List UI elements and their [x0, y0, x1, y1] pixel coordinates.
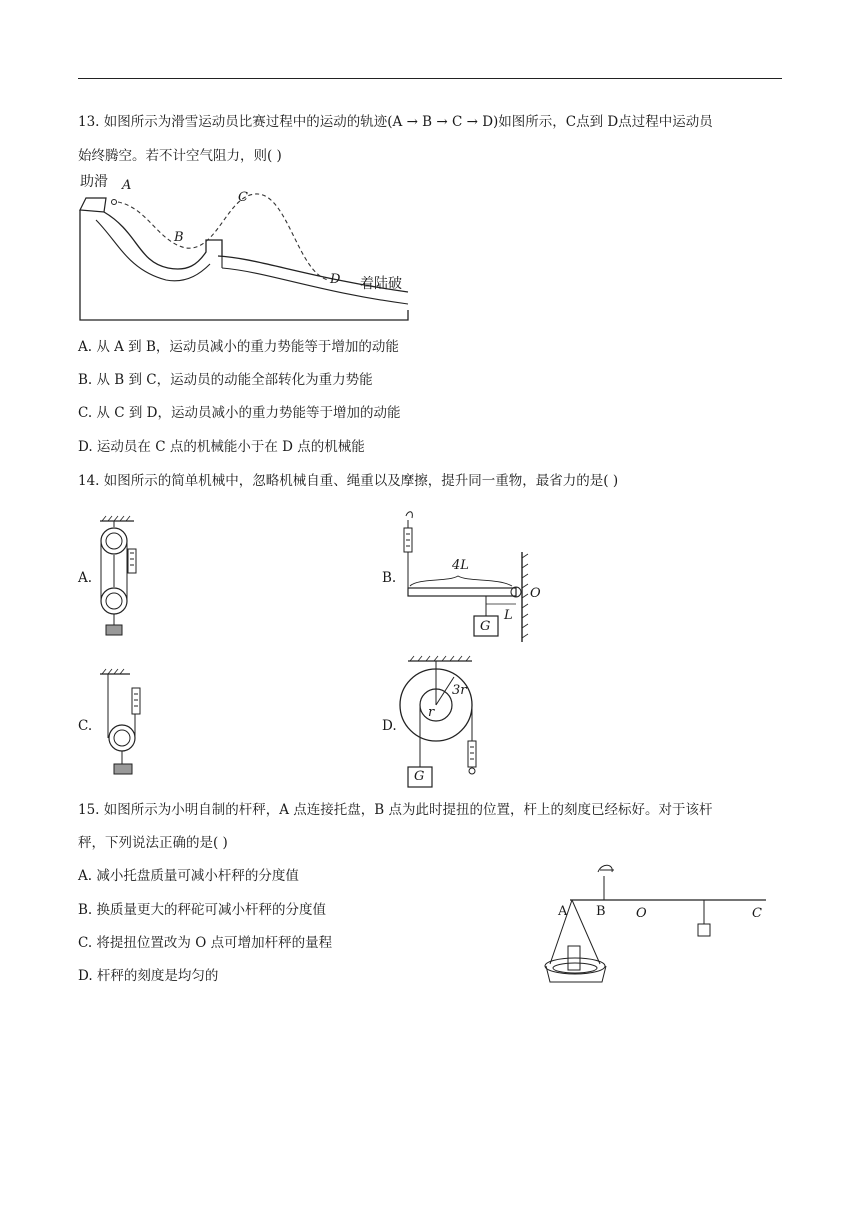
q13-option-b: B. 从 B 到 C，运动员的动能全部转化为重力势能 — [78, 372, 373, 388]
q15-option-a: A. 减小托盘质量可减小杆秤的分度值 — [78, 868, 299, 884]
q15-stem-line2: 秤，下列说法正确的是( ) — [78, 835, 228, 851]
q15-steelyard-figure — [542, 858, 774, 990]
q14-figure-d-wheel-axle — [398, 655, 488, 790]
q13-stem-line2: 始终腾空。若不计空气阻力，则( ) — [78, 148, 282, 164]
point-c-label: C — [238, 190, 248, 205]
q14-choice-a-label: A. — [78, 570, 93, 586]
steelyard-point-c: C — [752, 906, 762, 921]
q15-option-d: D. 杆秤的刻度是均匀的 — [78, 968, 219, 984]
q14-figure-c-movable-pulley — [96, 666, 156, 781]
wheel-weight-label: G — [414, 769, 425, 784]
steelyard-point-b: B — [596, 904, 606, 919]
header-rule — [78, 78, 782, 79]
q13-option-a: A. 从 A 到 B，运动员减小的重力势能等于增加的动能 — [78, 339, 399, 355]
wheel-inner-radius-label: r — [428, 705, 435, 720]
q14-choice-b-label: B. — [382, 570, 397, 586]
q14-choice-c-label: C. — [78, 718, 93, 734]
steelyard-point-a: A — [558, 904, 568, 919]
q15-stem-line1: 15. 如图所示为小明自制的杆秤，A 点连接托盘，B 点为此时提扭的位置，杆上的刻度已经标好。对于该杆 — [78, 802, 713, 818]
q13-option-c: C. 从 C 到 D，运动员减小的重力势能等于增加的动能 — [78, 405, 401, 421]
q14-choice-d-label: D. — [382, 718, 397, 734]
point-b-label: B — [174, 230, 184, 245]
q14-figure-b-lever — [398, 508, 548, 648]
point-a-label: A — [122, 178, 132, 193]
q13-option-d: D. 运动员在 C 点的机械能小于在 D 点的机械能 — [78, 439, 365, 455]
q13-stem-line1: 13. 如图所示为滑雪运动员比赛过程中的运动的轨迹(A → B → C → D)如图所示，C点到 D点过程中运动员 — [78, 114, 713, 130]
lever-arm-label: L — [504, 608, 513, 623]
q15-option-c: C. 将提扭位置改为 O 点可增加杆秤的量程 — [78, 935, 333, 951]
lever-length-label: 4L — [452, 558, 469, 573]
q13-ski-track-figure — [78, 172, 418, 327]
label-landing-zone: 着陆破 — [360, 276, 402, 292]
steelyard-point-o: O — [636, 906, 647, 921]
wheel-outer-radius-label: 3r — [452, 683, 467, 698]
lever-pivot-label: O — [530, 586, 541, 601]
q15-option-b: B. 换质量更大的秤砣可减小杆秤的分度值 — [78, 902, 327, 918]
label-start-zone: 助滑 — [80, 174, 108, 190]
q14-figure-a-pulley-block — [94, 515, 154, 640]
q14-stem: 14. 如图所示的简单机械中，忽略机械自重、绳重以及摩擦，提升同一重物，最省力的是( ) — [78, 473, 619, 489]
lever-weight-label: G — [480, 619, 491, 634]
point-d-label: D — [330, 272, 341, 287]
